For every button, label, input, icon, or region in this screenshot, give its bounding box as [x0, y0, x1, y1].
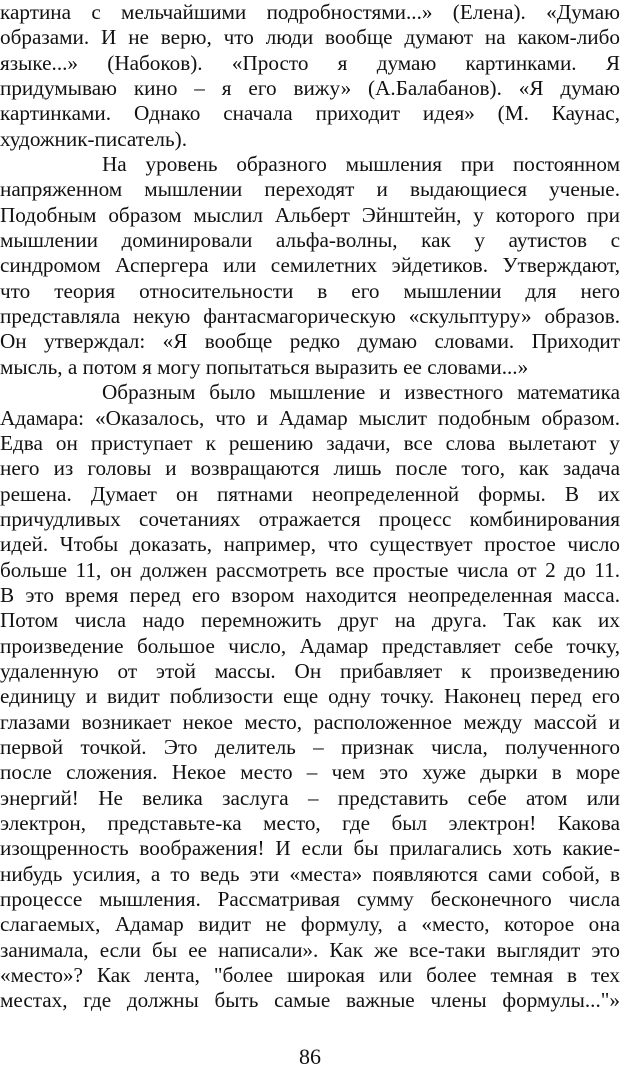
text-line: занимала, если бы ее написали». Как же все-таки выглядит это: [0, 937, 620, 962]
text-line: нибудь усилия, а то ведь эти «места» появляются сами собой, в: [0, 861, 620, 886]
text-line: придумываю кино – я его вижу» (А.Балабанов). «Я думаю: [0, 76, 620, 101]
text-line: картинками. Однако сначала приходит идея» (М. Каунас,: [0, 101, 620, 126]
text-line: мышлении доминировали альфа-волны, как у аутистов с: [0, 228, 620, 253]
text-line: представляла некую фантасмагорическую «скульптуру» образов.: [0, 304, 620, 329]
text-line: удаленную от этой массы. Он прибавляет к произведению: [0, 658, 620, 683]
text-line: местах, где должны быть самые важные члены формулы..."»: [0, 988, 620, 1013]
text-line: процессе мышления. Рассматривая сумму бесконечного числа: [0, 887, 620, 912]
text-line: решена. Думает он пятнами неопределенной формы. В их: [0, 481, 620, 506]
text-line: после сложения. Некое место – чем это хуже дырки в море: [0, 760, 620, 785]
text-line: произведение большое число, Адамар представляет себе точку,: [0, 633, 620, 658]
text-line: Едва он приступает к решению задачи, все слова вылетают у: [0, 430, 620, 455]
text-line: энергий! Не велика заслуга – представить себе атом или: [0, 785, 620, 810]
text-line: образами. И не верю, что люди вообще думают на каком-либо: [0, 25, 620, 50]
text-line: что теория относительности в его мышлении для него: [0, 278, 620, 303]
text-line: электрон, представьте-ка место, где был электрон! Какова: [0, 811, 620, 835]
text-line: напряженном мышлении переходят и выдающиеся ученые.: [0, 177, 620, 202]
text-line: Он утверждал: «Я вообще редко думаю словами. Приходит: [0, 329, 620, 354]
text-line: слагаемых, Адамар видит не формулу, а «место, которое она: [0, 912, 620, 937]
text-line: глазами возникает некое место, расположенное между массой и: [0, 709, 620, 734]
text-line: языке...» (Набоков). «Просто я думаю картинками. Я: [0, 50, 620, 75]
text-line: Образным было мышление и известного математика: [102, 380, 620, 405]
text-line: Подобным образом мыслил Альберт Эйнштейн, у которого при: [0, 202, 620, 227]
text-line: На уровень образного мышления при постоянном: [102, 152, 620, 177]
text-line: него из головы и возвращаются лишь после того, как задача: [0, 456, 620, 481]
text-line: идей. Чтобы доказать, например, что существует простое число: [0, 532, 620, 557]
text-line: синдромом Аспергера или семилетних эйдетиков. Утверждают,: [0, 253, 620, 278]
text-line: «место»? Как лента, "более широкая или более темная в тех: [0, 963, 620, 988]
text-line: больше 11, он должен рассмотреть все простые числа от 2 до 11.: [0, 557, 620, 582]
text-line: изощренность воображения! И если бы прилагались хоть какие-: [0, 836, 620, 861]
text-line: причудливых сочетаниях отражается процесс комбинирования: [0, 506, 620, 531]
text-line: В это время перед его взором находится неопределенная масса.: [0, 582, 620, 607]
text-line: Потом числа надо перемножить друг на друга. Так как их: [0, 608, 620, 633]
page-number: 86: [299, 1044, 321, 1069]
text-line: художник-писатель).: [0, 126, 188, 151]
text-line: единицу и видит поблизости еще одну точку. Наконец перед его: [0, 684, 620, 709]
text-line: первой точкой. Это делитель – признак числа, полученного: [0, 734, 620, 759]
text-line: мысль, а потом я могу попытаться выразить ее словами...»: [0, 354, 529, 379]
text-line: Адамара: «Оказалось, что и Адамар мыслит подобным образом.: [0, 405, 620, 430]
text-line: картина с мельчайшими подробностями...» (Елена). «Думаю: [0, 0, 620, 24]
